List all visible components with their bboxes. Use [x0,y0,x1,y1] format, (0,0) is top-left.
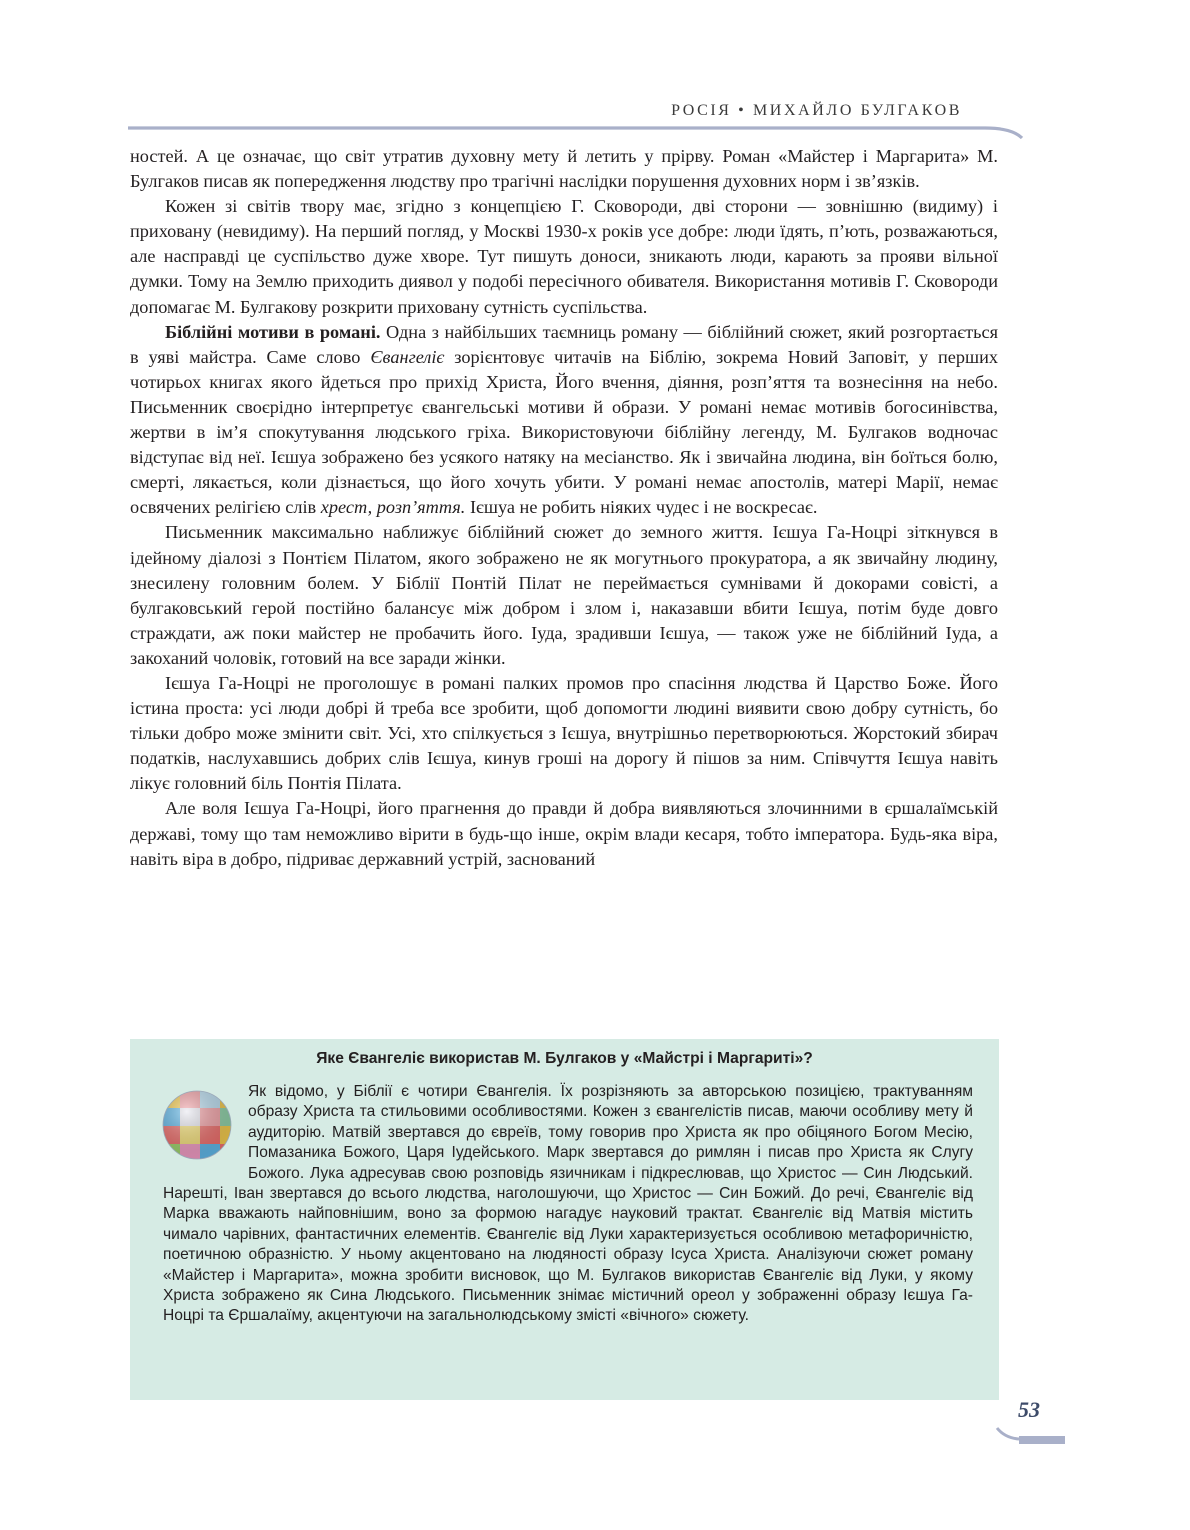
main-text [130,144,998,872]
paragraph-text: Одна з найбільших таємниць роману — біблійний сюжет, який розгортається в уяві майстра. Саме слово [130,321,998,367]
paragraph: Кожен зі світів твору має, згідно з концепцією Г. Сковороди, дві сторони — зовнішню (видиму) і приховану (невидиму). На перший погляд, у Москві 1930-х років усе добре: люди їдять, п’ють, розважаються, але насправді це суспільство дуже хворе. Тут пишуть доноси, зникають люди, карають за прояви вільної думки. Тому на Землю приходить диявол у подобі пересічного обивателя. Використання мотивів Г. Сковороди допомагає М. Булгакову розкрити приховану сутність суспільства. [130,196,998,317]
paragraph: Але воля Ієшуа Га-Ноцрі, його прагнення до правди й добра виявляються злочинними в єршалаїмській державі, тому що там неможливо вірити в будь-що інше, окрім влади кесаря, тобто імператора. Будь-яка віра, навіть віра в добро, підриває державний устрій, заснований [130,798,998,869]
striped-ball-icon [160,1082,238,1182]
italic-term: хрест, розп’яття. [320,497,466,518]
section-heading: Біблійні мотиви в романі. [165,321,381,342]
paragraph: Письменник максимально наближує біблійний сюжет до земного життя. Ієшуа Га-Ноцрі зіткнувся в ідейному діалозі з Понтієм Пілатом, якого зображено не як могутнього прокуратора, а як звичайну людину, знесилену головним болем. У Біблії Понтій Пілат не переймається сумнівами й докорами совісті, а булгаковський герой постійно балансує між добром і злом і, наказавши вбити Ієшуа, потім буде довго страждати, аж поки майстер не пробачить його. Іуда, зрадивши Ієшуа, — також уже не біблійний Іуда, а закоханий чоловік, готовий на все заради жінки. [130,522,998,668]
paragraph-text: Ієшуа не робить ніяких чудес і не воскресає. [465,497,818,518]
running-head: РОСІЯ • МИХАЙЛО БУЛГАКОВ [671,102,962,119]
sidebar-text: Як відомо, у Біблії є чотири Євангелія. Їх розрізняють за авторською позицією, трактуванням образу Христа та стильовими особливостями. Кожен з євангелістів писав, маючи особливу мету й аудиторію. Матвій звертався до євреїв, тому говорив про Христа як про обіцяного Богом Месію, Помазаника Божого, Царя Іудейського. Марк звертався до римлян і писав про Христа як Слугу Божого. Лука адресував свою розповідь язичникам і підкреслював, що Христос — Син Людський. Нарешті, Іван звертався до всього людства, наголошуючи, що Христос — Син Божий. До речі, Євангеліє від Марка вважають найповнішим, воно за формою нагадує науковий трактат. Євангеліє від Матвія містить чимало чарівних, фантастичних елементів. Євангеліє від Луки характеризується особливою метафоричністю, поетичною образністю. У ньому акцентовано на людяності образу Ісуса Христа. Аналізуючи сюжет роману «Майстер і Маргарита», можна зробити висновок, що М. Булгаков використав Євангеліє від Луки, у якому Христа зображено як Сина Людського. Письменник знімає містичний ореол у зображенні образу Ієшуа Га-Ноцрі та Єршалаїму, акцентуючи на загальнолюдському змісті «вічного» сюжету. [163,1083,973,1325]
paragraph-text: зорієнтовує читачів на Біблію, зокрема Новий Заповіт, у перших чотирьох книгах якого йдеться про прихід Христа, Його вчення, діяння, розп’яття та вознесіння на небо. Письменник своєрідно інтерпретує євангельські мотиви й образи. У романі немає мотивів богосинівства, жертви в ім’я спокутування людського гріха. Використовуючи біблійну легенду, М. Булгаков водночас відступає від неї. Ієшуа зображено без усякого натяку на месіанство. Як і звичайна людина, він боїться болю, смерті, лякається, коли дізнається, що його хочуть убити. У романі немає апостолів, матері Марії, немає освячених релігією слів [130,346,998,518]
italic-term: Євангеліє [370,346,445,367]
paragraph: ностей. А це означає, що світ утратив духовну мету й летить у прірву. Роман «Майстер і Маргарита» М. Булгаков писав як попередження людству про трагічні наслідки порушення духовних норм і зв’язків. [130,146,998,192]
sidebar-title: Яке Євангеліє використав М. Булгаков у «Майстрі і Маргариті»? [316,1050,813,1067]
paragraph [130,320,998,521]
paragraph: Ієшуа Га-Ноцрі не проголошує в романі палких промов про спасіння людства й Царство Боже. Його істина проста: усі люди добрі й треба все зробити, щоб допомогти людині виявити свою добру сутність, бо тільки добро може змінити світ. Усі, хто спілкується з Ієшуа, внутрішньо перетворюються. Жорстокий збирач податків, наслухавшись добрих слів Ієшуа, кинув гроші на дорогу й пішов за ним. Співчуття Ієшуа навіть лікує головний біль Понтія Пілата. [130,672,998,794]
sidebar-body [163,1082,973,1327]
info-sidebar [130,1039,999,1400]
page-number: 53 [1018,1397,1040,1422]
footer-rule [995,1426,1067,1448]
